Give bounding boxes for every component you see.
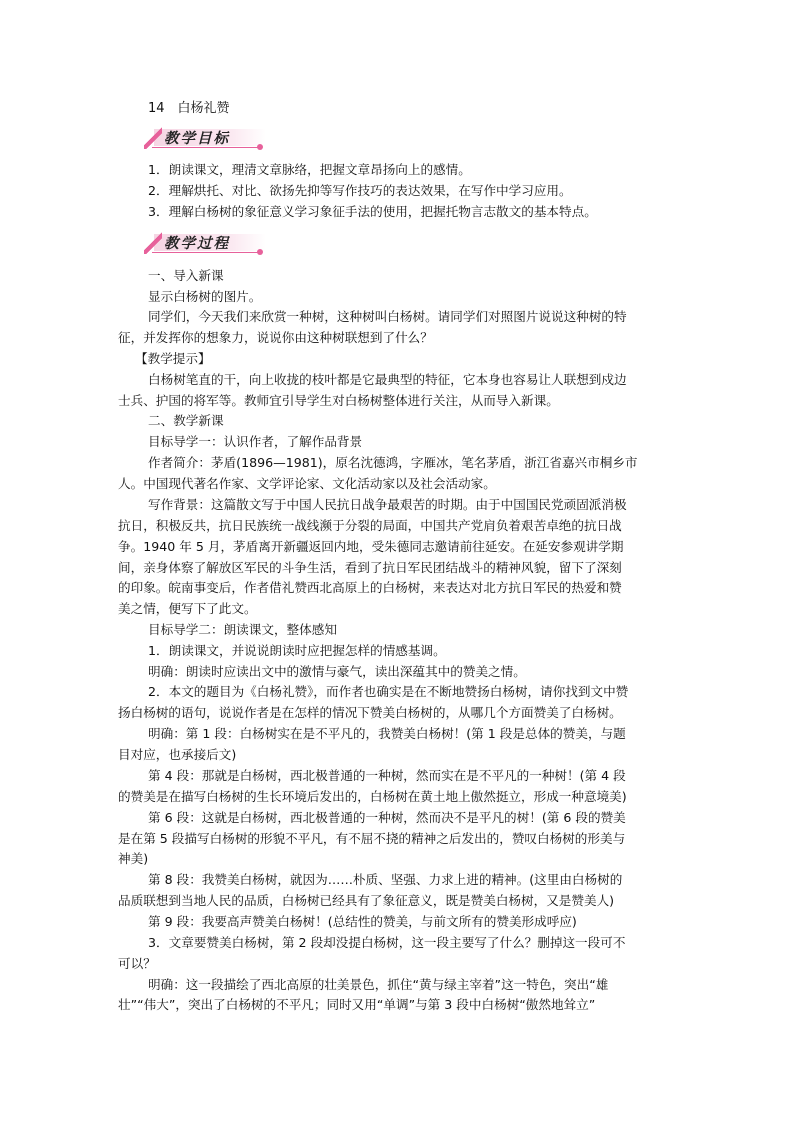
paragraph-line: 征，并发挥你的想象力，说说你由这种树联想到了什么？: [118, 330, 433, 345]
paragraph-line: 间，亲身体察了解放区军民的斗争生活，看到了抗日军民团结战斗的精神风貌，留下了深刻: [118, 560, 622, 575]
banner-dot-icon: [257, 144, 263, 150]
paragraph-line: 目标导学二：朗读课文，整体感知: [148, 622, 337, 637]
paragraph-line: 壮”“伟大”，突出了白杨树的不平凡；同时又用“单调”与第 3 段中白杨树“傲然地耸立”: [118, 997, 596, 1012]
paragraph-line: 显示白杨树的图片。: [148, 289, 262, 304]
paragraph-line: 作者简介：茅盾(1896—1981)，原名沈德鸿，字雁冰，笔名茅盾，浙江省嘉兴市桐乡市: [148, 455, 638, 470]
paragraph-line: 美之情，便写下了此文。: [118, 601, 257, 616]
paragraph-line: 目标导学一：认识作者，了解作品背景: [148, 434, 363, 449]
paragraph-line: 【教学提示】: [135, 351, 211, 366]
paragraph-line: 的印象。皖南事变后，作者借礼赞西北高原上的白杨树，来表达对北方抗日军民的热爱和赞: [118, 580, 622, 595]
paragraph-line: 是在第 5 段描写白杨树的形貌不平凡，有不屈不挠的精神之后发出的，赞叹白杨树的形美与: [118, 831, 626, 846]
paragraph-line: 第 4 段：那就是白杨树，西北极普通的一种树，然而实在是不平凡的一种树！(第 4 段: [148, 768, 626, 783]
paragraph-line: 二、教学新课: [148, 413, 224, 428]
paragraph-line: 扬白杨树的语句，说说作者是在怎样的情况下赞美白杨树的，从哪几个方面赞美了白杨树。: [118, 705, 622, 720]
goal-line: 2．理解烘托、对比、欲扬先抑等写作技巧的表达效果，在写作中学习应用。: [148, 183, 572, 198]
banner-underline: [152, 252, 258, 253]
paragraph-line: 第 9 段：我要高声赞美白杨树！(总结性的赞美，与前文所有的赞美形成呼应): [148, 914, 577, 929]
banner-underline: [152, 147, 258, 148]
section-banner-goals: [140, 124, 270, 150]
paragraph-line: 明确：第 1 段：白杨树实在是不平凡的，我赞美白杨树！(第 1 段是总体的赞美，与题: [148, 726, 626, 741]
paragraph-line: 抗日，积极反共，抗日民族统一战线濒于分裂的局面，中国共产党肩负着艰苦卓绝的抗日战: [118, 518, 622, 533]
paragraph-line: 品质联想到当地人民的品质，白杨树已经具有了象征意义，既是赞美白杨树，又是赞美人): [118, 893, 615, 908]
banner-dot-icon: [257, 249, 263, 255]
paragraph-line: 目对应，也承接后文): [118, 747, 237, 762]
goal-line: 3．理解白杨树的象征意义学习象征手法的使用，把握托物言志散文的基本特点。: [148, 204, 597, 219]
goal-line: 1．朗读课文，理清文章脉络，把握文章昂扬向上的感情。: [148, 162, 471, 177]
section-heading-goals: 教学目标: [164, 130, 230, 147]
banner-slash-icon: [144, 232, 162, 254]
lesson-title: 14 白杨礼赞: [148, 101, 230, 116]
section-banner-process: [140, 229, 270, 255]
paragraph-line: 可以？: [118, 956, 156, 971]
paragraph-line: 明确：这一段描绘了西北高原的壮美景色，抓住“黄与绿主宰着”这一特色，突出“雄: [148, 977, 609, 992]
paragraph-line: 第 8 段：我赞美白杨树，就因为……朴质、坚强、力求上进的精神。(这里由白杨树的: [148, 872, 623, 887]
paragraph-line: 同学们，今天我们来欣赏一种树，这种树叫白杨树。请同学们对照图片说说这种树的特: [148, 309, 627, 324]
paragraph-line: 写作背景：这篇散文写于中国人民抗日战争最艰苦的时期。由于中国国民党顽固派消极: [148, 497, 627, 512]
paragraph-line: 3．文章要赞美白杨树，第 2 段却没提白杨树，这一段主要写了什么？删掉这一段可不: [148, 935, 626, 950]
paragraph-line: 2．本文的题目为《白杨礼赞》，而作者也确实是在不断地赞扬白杨树，请你找到文中赞: [148, 684, 629, 699]
section-heading-process: 教学过程: [164, 235, 230, 252]
paragraph-line: 一、导入新课: [148, 268, 224, 283]
paragraph-line: 明确：朗读时应读出文中的激情与豪气，读出深蕴其中的赞美之情。: [148, 664, 526, 679]
paragraph-line: 第 6 段：这就是白杨树，西北极普通的一种树，然而决不是平凡的树！(第 6 段的赞美: [148, 810, 626, 825]
paragraph-line: 的赞美是在描写白杨树的生长环境后发出的，白杨树在黄土地上傲然挺立，形成一种意境美): [118, 789, 627, 804]
paragraph-line: 争。1940 年 5 月，茅盾离开新疆返回内地，受朱德同志邀请前往延安。在延安参观讲学期: [118, 539, 624, 554]
paragraph-line: 1．朗读课文，并说说朗读时应把握怎样的情感基调。: [148, 643, 446, 658]
paragraph-line: 人。中国现代著名作家、文学评论家、文化活动家以及社会活动家。: [118, 476, 496, 491]
paragraph-line: 士兵、护国的将军等。教师宜引导学生对白杨树整体进行关注，从而导入新课。: [118, 393, 559, 408]
paragraph-line: 神美): [118, 851, 149, 866]
banner-slash-icon: [144, 127, 162, 149]
paragraph-line: 白杨树笔直的干，向上收拢的枝叶都是它最典型的特征，它本身也容易让人联想到戍边: [148, 372, 627, 387]
